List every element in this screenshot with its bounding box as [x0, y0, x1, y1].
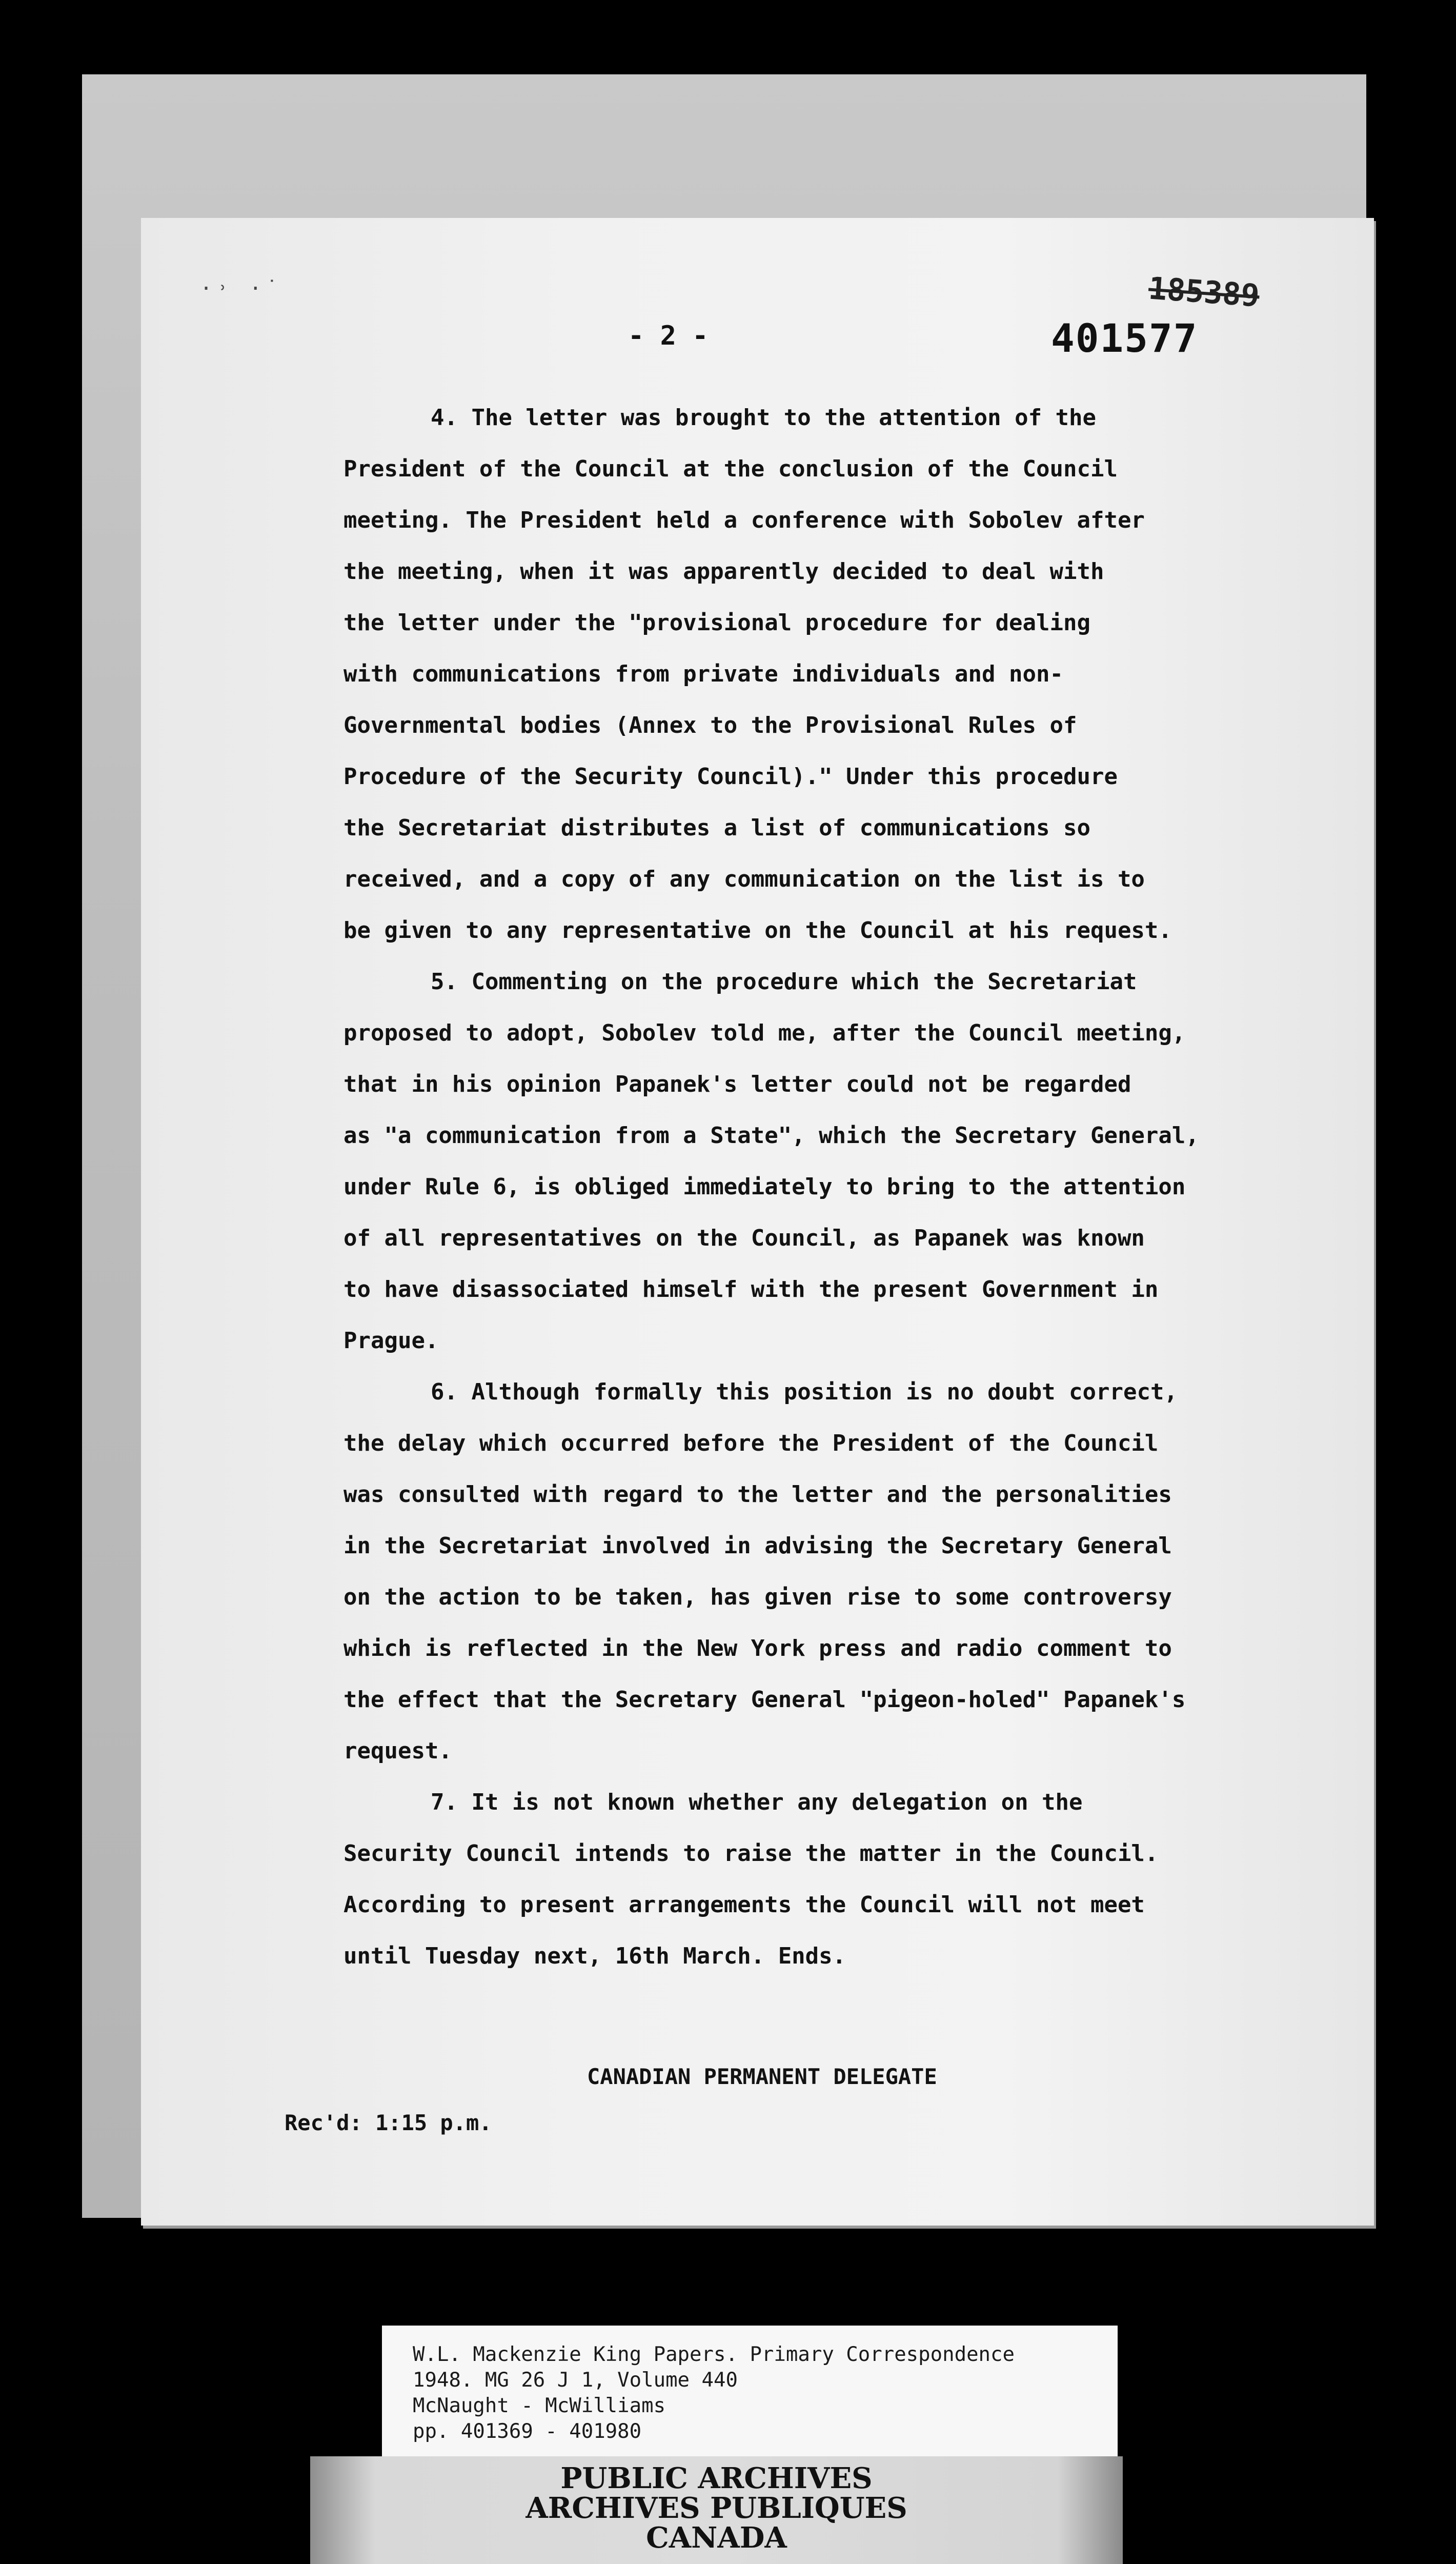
- body-line: the letter under the "provisional procedure for dealing: [343, 610, 1090, 636]
- body-line: as "a communication from a State", which the Secretary General,: [343, 1123, 1199, 1149]
- body-line: Prague.: [343, 1328, 439, 1354]
- body-line: the effect that the Secretary General "pigeon-holed" Papanek's: [343, 1687, 1186, 1713]
- body-line: the delay which occurred before the President of the Council: [343, 1430, 1159, 1456]
- body-line: Security Council intends to raise the matter in the Council.: [343, 1840, 1159, 1867]
- body-line: meeting. The President held a conference with Sobolev after: [343, 507, 1145, 533]
- catalog-line: pp. 401369 - 401980: [413, 2420, 642, 2443]
- body-line: 6. Although formally this position is no doubt correct,: [431, 1379, 1178, 1405]
- document-number: 401577: [1051, 315, 1198, 361]
- catalog-line: W.L. Mackenzie King Papers. Primary Correspondence: [413, 2343, 1015, 2366]
- catalog-line: McNaught - McWilliams: [413, 2394, 666, 2417]
- body-line: According to present arrangements the Council will not meet: [343, 1892, 1145, 1918]
- body-line: 5. Commenting on the procedure which the Secretariat: [431, 969, 1137, 995]
- body-line: was consulted with regard to the letter and the personalities: [343, 1481, 1172, 1508]
- body-line: request.: [343, 1738, 452, 1764]
- body-line: in the Secretariat involved in advising the Secretary General: [343, 1533, 1172, 1559]
- received-time: Rec'd: 1:15 p.m.: [285, 2110, 492, 2135]
- body-line: be given to any representative on the Council at his request.: [343, 917, 1172, 944]
- body-line: which is reflected in the New York press and radio comment to: [343, 1635, 1172, 1661]
- body-line: 7. It is not known whether any delegation on the: [431, 1789, 1083, 1815]
- body-line: to have disassociated himself with the present Government in: [343, 1276, 1159, 1303]
- stamp-line: ARCHIVES PUBLIQUES: [525, 2491, 907, 2525]
- catalog-line: 1948. MG 26 J 1, Volume 440: [413, 2369, 738, 2392]
- body-line: the meeting, when it was apparently decided to deal with: [343, 558, 1104, 585]
- letter-body: [343, 392, 1333, 1982]
- archive-catalog-label: [382, 2326, 1118, 2459]
- body-line: on the action to be taken, has given rise to some controversy: [343, 1584, 1172, 1610]
- body-line: Governmental bodies (Annex to the Provisional Rules of: [343, 712, 1077, 738]
- body-line: under Rule 6, is obliged immediately to bring to the attention: [343, 1174, 1186, 1200]
- body-line: received, and a copy of any communication on the list is to: [343, 866, 1145, 892]
- body-line: until Tuesday next, 16th March. Ends.: [343, 1943, 846, 1969]
- body-line: of all representatives on the Council, as Papanek was known: [343, 1225, 1145, 1251]
- body-line: the Secretariat distributes a list of communications so: [343, 815, 1090, 841]
- stamp-line: CANADA: [646, 2521, 787, 2555]
- signature: CANADIAN PERMANENT DELEGATE: [587, 2064, 937, 2089]
- stamp-line: PUBLIC ARCHIVES: [560, 2461, 873, 2495]
- body-line: that in his opinion Papanek's letter could not be regarded: [343, 1071, 1131, 1097]
- body-line: President of the Council at the conclusion of the Council: [343, 456, 1118, 482]
- body-line: proposed to adopt, Sobolev told me, after the Council meeting,: [343, 1020, 1186, 1046]
- old-document-number: 185389: [1147, 270, 1261, 314]
- archives-stamp: [310, 2456, 1123, 2564]
- page-specks: ·˒ ·˙: [200, 277, 282, 301]
- page-number: - 2 -: [628, 320, 709, 351]
- body-line: Procedure of the Security Council)." Under this procedure: [343, 764, 1118, 790]
- body-line: 4. The letter was brought to the attention of the: [431, 405, 1097, 431]
- body-line: with communications from private individuals and non-: [343, 661, 1063, 687]
